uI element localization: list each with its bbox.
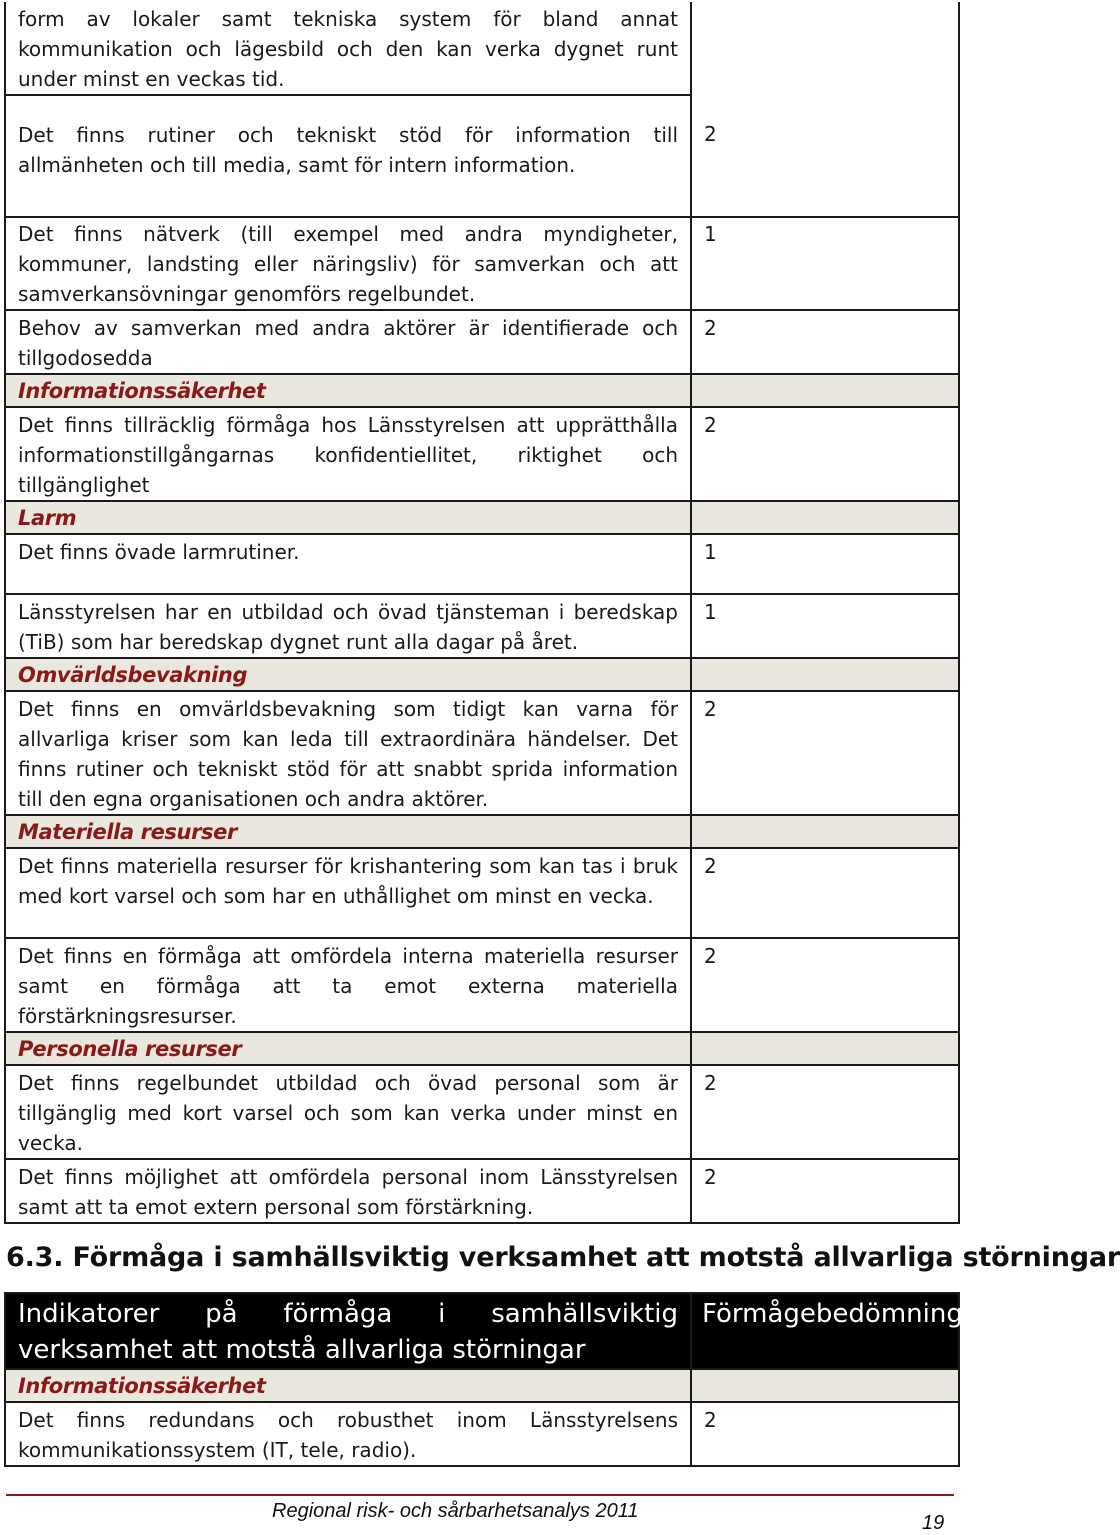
capability-table bbox=[4, 2, 960, 1224]
score-cell: 1 bbox=[691, 217, 959, 310]
table-row bbox=[5, 1402, 959, 1466]
indicator-text: Det finns regelbundet utbildad och övad personal som är tillgänglig med kort varsel och som kan verka under minst en vecka. bbox=[5, 1065, 691, 1159]
table-row bbox=[5, 848, 959, 938]
indicator-text: Länsstyrelsen har en utbildad och övad tjänsteman i beredskap (TiB) som har beredskap dygnet runt alla dagar på året. bbox=[5, 594, 691, 658]
indicator-text: Det finns redundans och robusthet inom Länsstyrelsens kommunikationssystem (IT, tele, radio). bbox=[5, 1402, 691, 1466]
page-number: 19 bbox=[922, 1512, 945, 1534]
category-label: Informationssäkerhet bbox=[5, 1369, 691, 1402]
category-row bbox=[5, 1369, 959, 1402]
table-row bbox=[5, 407, 959, 501]
category-filler bbox=[691, 374, 959, 407]
table-row bbox=[5, 1159, 959, 1223]
table-row bbox=[5, 594, 959, 658]
header-indicators: Indikatorer på förmåga i samhällsviktig verksamhet att motstå allvarliga störningar bbox=[5, 1293, 691, 1369]
table-row bbox=[5, 2, 959, 95]
table-row bbox=[5, 217, 959, 310]
category-label: Larm bbox=[5, 501, 691, 534]
category-filler bbox=[691, 1369, 959, 1402]
category-row bbox=[5, 658, 959, 691]
footer-title: Regional risk- och sårbarhetsanalys 2011 bbox=[272, 1500, 639, 1522]
score-cell bbox=[691, 2, 959, 95]
indicator-text: Det finns nätverk (till exempel med andra myndigheter, kommuner, landsting eller näringsliv) för samverkan och att samverkansövningar genomförs regelbundet. bbox=[5, 217, 691, 310]
category-label: Materiella resurser bbox=[5, 815, 691, 848]
score-cell: 2 bbox=[691, 848, 959, 938]
category-row bbox=[5, 1032, 959, 1065]
category-filler bbox=[691, 1032, 959, 1065]
table-row bbox=[5, 95, 959, 217]
table-row bbox=[5, 691, 959, 815]
score-cell: 2 bbox=[691, 1159, 959, 1223]
category-label: Personella resurser bbox=[5, 1032, 691, 1065]
table-row bbox=[5, 310, 959, 374]
indicator-text: Det finns tillräcklig förmåga hos Länsstyrelsen att upprätthålla informationstillgångarnas konfidentiellitet, riktighet och tillgänglighet bbox=[5, 407, 691, 501]
indicator-text: Det finns en förmåga att omfördela interna materiella resurser samt en förmåga att ta emot externa materiella förstärkningsresurser. bbox=[5, 938, 691, 1032]
score-cell: 2 bbox=[691, 691, 959, 815]
indicator-text: Det finns materiella resurser för krishantering som kan tas i bruk med kort varsel och som har en uthållighet om minst en vecka. bbox=[5, 848, 691, 938]
footer-rule bbox=[6, 1494, 954, 1496]
score-cell: 2 bbox=[691, 1065, 959, 1159]
score-cell: 2 bbox=[691, 1402, 959, 1466]
score-cell: 1 bbox=[691, 594, 959, 658]
table-row bbox=[5, 1065, 959, 1159]
indicator-text: Det finns möjlighet att omfördela personal inom Länsstyrelsen samt att ta emot extern personal som förstärkning. bbox=[5, 1159, 691, 1223]
indicator-text: Det finns rutiner och tekniskt stöd för information till allmänheten och till media, samt för intern information. bbox=[5, 95, 691, 217]
category-label: Informationssäkerhet bbox=[5, 374, 691, 407]
score-cell: 1 bbox=[691, 534, 959, 594]
category-row bbox=[5, 815, 959, 848]
indicator-text: Det finns övade larmrutiner. bbox=[5, 534, 691, 594]
score-cell: 2 bbox=[691, 938, 959, 1032]
score-cell: 2 bbox=[691, 407, 959, 501]
category-row bbox=[5, 501, 959, 534]
section-heading: 6.3. Förmåga i samhällsviktig verksamhet att motstå allvarliga störningar bbox=[6, 1242, 1120, 1273]
header-assessment: Förmågebedömning bbox=[691, 1293, 959, 1369]
category-label: Omvärldsbevakning bbox=[5, 658, 691, 691]
category-filler bbox=[691, 658, 959, 691]
score-cell: 2 bbox=[691, 310, 959, 374]
indicator-text: Behov av samverkan med andra aktörer är identifierade och tillgodosedda bbox=[5, 310, 691, 374]
table-row bbox=[5, 938, 959, 1032]
table-row bbox=[5, 534, 959, 594]
category-row bbox=[5, 374, 959, 407]
indicator-text: Det finns en omvärldsbevakning som tidigt kan varna för allvarliga kriser som kan leda till extraordinära händelser. Det finns rutiner och tekniskt stöd för att snabbt sprida information till den egna organisationen och andra aktörer. bbox=[5, 691, 691, 815]
category-filler bbox=[691, 501, 959, 534]
indicator-text: form av lokaler samt tekniska system för bland annat kommunikation och lägesbild och den kan verka dygnet runt under minst en veckas tid. bbox=[5, 2, 691, 95]
resilience-table bbox=[4, 1292, 963, 1467]
score-cell: 2 bbox=[691, 95, 959, 217]
table-header-row bbox=[5, 1293, 959, 1369]
category-filler bbox=[691, 815, 959, 848]
